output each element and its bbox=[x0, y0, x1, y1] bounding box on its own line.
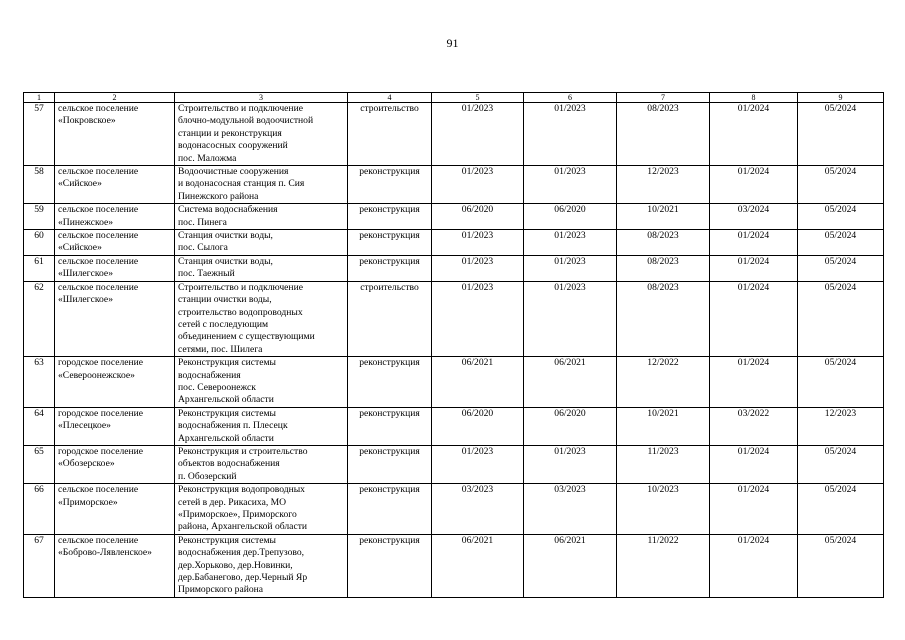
date-cell-6: 01/2023 bbox=[524, 166, 617, 204]
date-cell-6: 01/2023 bbox=[524, 255, 617, 281]
settlement-cell bbox=[55, 255, 175, 281]
work-type-cell: реконструкция bbox=[348, 230, 432, 256]
settlement-cell-line: «Сийское» bbox=[58, 242, 102, 254]
object-cell-line: водоснабжения дер.Трепузово, bbox=[178, 547, 305, 559]
column-number-row bbox=[24, 93, 884, 103]
settlement-cell-line: сельское поселение bbox=[58, 166, 139, 178]
settlement-cell-line: «Покровское» bbox=[58, 115, 116, 127]
table-row bbox=[24, 281, 884, 356]
date-cell-8: 01/2024 bbox=[710, 534, 798, 597]
settlement-cell-line: городское поселение bbox=[58, 407, 144, 419]
object-cell-line: Пинежского района bbox=[178, 190, 259, 202]
column-header: 9 bbox=[798, 93, 884, 103]
row-number-cell: 67 bbox=[24, 534, 55, 597]
settlement-cell bbox=[55, 281, 175, 356]
object-cell-line: пос. Таежный bbox=[178, 268, 235, 280]
date-cell-9: 05/2024 bbox=[798, 281, 884, 356]
settlement-cell-line: «Североонежское» bbox=[58, 369, 135, 381]
object-cell bbox=[175, 230, 348, 256]
date-cell-5: 01/2023 bbox=[432, 281, 524, 356]
row-number-cell: 65 bbox=[24, 445, 55, 483]
table-row bbox=[24, 166, 884, 204]
date-cell-6: 01/2023 bbox=[524, 281, 617, 356]
object-cell-line: района, Архангельской области bbox=[178, 521, 308, 533]
date-cell-7: 10/2021 bbox=[617, 204, 710, 230]
column-header: 6 bbox=[524, 93, 617, 103]
object-cell-line: водоснабжения bbox=[178, 369, 241, 381]
object-cell-line: «Приморское», Приморского bbox=[178, 509, 297, 520]
object-cell-line: Реконструкция системы bbox=[178, 407, 276, 419]
table-row bbox=[24, 103, 884, 166]
object-cell-line: Реконструкция системы bbox=[178, 534, 276, 546]
date-cell-6: 01/2023 bbox=[524, 445, 617, 483]
date-cell-9: 05/2024 bbox=[798, 204, 884, 230]
object-cell-line: Архангельской области bbox=[178, 394, 274, 406]
object-cell-line: дер.Бабанегово, дер.Черный Яр bbox=[178, 572, 308, 584]
date-cell-8: 01/2024 bbox=[710, 281, 798, 356]
column-header: 4 bbox=[348, 93, 432, 103]
date-cell-6: 06/2020 bbox=[524, 407, 617, 445]
date-cell-7: 10/2023 bbox=[617, 484, 710, 535]
object-cell-line: Станция очистки воды, bbox=[178, 230, 273, 242]
date-cell-8: 01/2024 bbox=[710, 255, 798, 281]
object-cell-line: Реконструкция системы bbox=[178, 357, 276, 369]
object-cell-line: объединением с существующими bbox=[178, 331, 315, 343]
work-type-cell: реконструкция bbox=[348, 166, 432, 204]
object-cell-line: Система водоснабжения bbox=[178, 204, 278, 216]
object-cell-line: блочно-модульной водоочистной bbox=[178, 115, 314, 127]
date-cell-5: 01/2023 bbox=[432, 255, 524, 281]
settlement-cell bbox=[55, 407, 175, 445]
table-row bbox=[24, 445, 884, 483]
object-cell-line: пос. Пинега bbox=[178, 216, 227, 228]
settlement-cell-line: «Плесецкое» bbox=[58, 420, 111, 432]
object-cell-line: строительство водопроводных bbox=[178, 306, 303, 318]
date-cell-6: 01/2023 bbox=[524, 103, 617, 166]
date-cell-5: 06/2021 bbox=[432, 534, 524, 597]
date-cell-9: 05/2024 bbox=[798, 166, 884, 204]
date-cell-8: 01/2024 bbox=[710, 445, 798, 483]
settlement-cell-line: «Шилегское» bbox=[58, 268, 113, 280]
date-cell-5: 03/2023 bbox=[432, 484, 524, 535]
settlement-cell-line: «Приморское» bbox=[58, 496, 118, 508]
object-cell-line: и водонасосная станция п. Сия bbox=[178, 178, 305, 190]
date-cell-8: 03/2024 bbox=[710, 204, 798, 230]
date-cell-5: 01/2023 bbox=[432, 166, 524, 204]
settlement-cell bbox=[55, 230, 175, 256]
object-cell-line: Водоочистные сооружения bbox=[178, 166, 289, 178]
date-cell-6: 01/2023 bbox=[524, 230, 617, 256]
object-cell-line: объектов водоснабжения bbox=[178, 458, 280, 470]
settlement-cell-line: городское поселение bbox=[58, 445, 144, 457]
object-cell bbox=[175, 103, 348, 166]
date-cell-8: 01/2024 bbox=[710, 357, 798, 408]
work-type-cell: реконструкция bbox=[348, 534, 432, 597]
page-number: 91 bbox=[446, 36, 459, 50]
settlement-cell-line: сельское поселение bbox=[58, 281, 139, 293]
table-row bbox=[24, 357, 884, 408]
date-cell-9: 05/2024 bbox=[798, 534, 884, 597]
table-row bbox=[24, 484, 884, 535]
column-header: 8 bbox=[710, 93, 798, 103]
object-cell-line: сетей с последующим bbox=[178, 318, 269, 330]
date-cell-6: 03/2023 bbox=[524, 484, 617, 535]
date-cell-8: 01/2024 bbox=[710, 103, 798, 166]
table-row bbox=[24, 255, 884, 281]
column-header: 2 bbox=[55, 93, 175, 103]
date-cell-9: 05/2024 bbox=[798, 255, 884, 281]
column-header: 7 bbox=[617, 93, 710, 103]
object-cell-line: Строительство и подключение bbox=[178, 103, 303, 114]
object-cell-line: сетями, пос. Шилега bbox=[178, 343, 263, 355]
date-cell-7: 08/2023 bbox=[617, 230, 710, 256]
settlement-cell-line: сельское поселение bbox=[58, 204, 139, 216]
work-type-cell: реконструкция bbox=[348, 484, 432, 535]
date-cell-8: 01/2024 bbox=[710, 166, 798, 204]
row-number-cell: 59 bbox=[24, 204, 55, 230]
date-cell-7: 12/2022 bbox=[617, 357, 710, 408]
date-cell-7: 11/2022 bbox=[617, 534, 710, 597]
settlement-cell-line: сельское поселение bbox=[58, 484, 139, 496]
row-number-cell: 62 bbox=[24, 281, 55, 356]
work-type-cell: реконструкция bbox=[348, 407, 432, 445]
object-cell bbox=[175, 204, 348, 230]
date-cell-7: 08/2023 bbox=[617, 255, 710, 281]
date-cell-5: 06/2020 bbox=[432, 204, 524, 230]
table-row bbox=[24, 534, 884, 597]
date-cell-6: 06/2020 bbox=[524, 204, 617, 230]
date-cell-9: 05/2024 bbox=[798, 103, 884, 166]
object-cell-line: Приморского района bbox=[178, 584, 264, 596]
settlement-cell-line: «Боброво-Лявленское» bbox=[58, 547, 152, 559]
object-cell-line: водоснабжения п. Плесецк bbox=[178, 420, 288, 432]
object-cell bbox=[175, 407, 348, 445]
date-cell-7: 10/2021 bbox=[617, 407, 710, 445]
object-cell-line: Реконструкция водопроводных bbox=[178, 484, 305, 496]
settlement-cell-line: «Шилегское» bbox=[58, 294, 113, 306]
date-cell-5: 01/2023 bbox=[432, 230, 524, 256]
row-number-cell: 58 bbox=[24, 166, 55, 204]
object-cell-line: пос. Сылога bbox=[178, 242, 228, 254]
object-cell bbox=[175, 357, 348, 408]
settlement-cell bbox=[55, 166, 175, 204]
date-cell-5: 06/2020 bbox=[432, 407, 524, 445]
date-cell-9: 12/2023 bbox=[798, 407, 884, 445]
settlement-cell-line: «Обозерское» bbox=[58, 458, 115, 470]
object-cell-line: станции и реконструкция bbox=[178, 127, 282, 139]
settlement-cell bbox=[55, 103, 175, 166]
object-cell-line: дер.Хорьково, дер.Новинки, bbox=[178, 559, 293, 571]
row-number-cell: 63 bbox=[24, 357, 55, 408]
object-cell bbox=[175, 255, 348, 281]
settlement-cell-line: сельское поселение bbox=[58, 534, 139, 546]
settlement-cell-line: городское поселение bbox=[58, 357, 144, 369]
row-number-cell: 64 bbox=[24, 407, 55, 445]
table-body bbox=[24, 93, 884, 598]
object-cell-line: Станция очистки воды, bbox=[178, 255, 273, 267]
settlement-cell-line: «Сийское» bbox=[58, 178, 102, 190]
settlement-cell-line: сельское поселение bbox=[58, 230, 139, 242]
settlement-cell bbox=[55, 484, 175, 535]
object-cell-line: Реконструкция и строительство bbox=[178, 445, 308, 457]
object-cell-line: п. Обозерский bbox=[178, 470, 237, 482]
work-type-cell: реконструкция bbox=[348, 357, 432, 408]
settlement-cell bbox=[55, 357, 175, 408]
work-type-cell: строительство bbox=[348, 103, 432, 166]
object-cell bbox=[175, 534, 348, 597]
row-number-cell: 66 bbox=[24, 484, 55, 535]
date-cell-7: 08/2023 bbox=[617, 103, 710, 166]
date-cell-5: 06/2021 bbox=[432, 357, 524, 408]
settlement-cell bbox=[55, 534, 175, 597]
object-cell-line: сетей в дер. Рикасиха, МО bbox=[178, 496, 287, 508]
object-cell-line: водонасосных сооружений bbox=[178, 140, 288, 152]
date-cell-6: 06/2021 bbox=[524, 357, 617, 408]
object-cell-line: пос. Маложма bbox=[178, 152, 237, 164]
object-cell bbox=[175, 484, 348, 535]
object-cell bbox=[175, 281, 348, 356]
date-cell-5: 01/2023 bbox=[432, 445, 524, 483]
table-row bbox=[24, 204, 884, 230]
object-cell-line: пос. Североонежск bbox=[178, 381, 256, 393]
object-cell-line: станции очистки воды, bbox=[178, 294, 272, 306]
object-cell-line: Архангельской области bbox=[178, 432, 274, 444]
work-type-cell: строительство bbox=[348, 281, 432, 356]
settlement-cell-line: сельское поселение bbox=[58, 103, 139, 114]
date-cell-9: 05/2024 bbox=[798, 230, 884, 256]
date-cell-7: 12/2023 bbox=[617, 166, 710, 204]
object-cell bbox=[175, 445, 348, 483]
date-cell-7: 11/2023 bbox=[617, 445, 710, 483]
date-cell-8: 01/2024 bbox=[710, 484, 798, 535]
work-type-cell: реконструкция bbox=[348, 255, 432, 281]
table-row bbox=[24, 407, 884, 445]
date-cell-8: 03/2022 bbox=[710, 407, 798, 445]
work-type-cell: реконструкция bbox=[348, 445, 432, 483]
object-cell-line: Строительство и подключение bbox=[178, 281, 303, 293]
settlement-cell-line: сельское поселение bbox=[58, 255, 139, 267]
table-row bbox=[24, 230, 884, 256]
date-cell-7: 08/2023 bbox=[617, 281, 710, 356]
settlement-cell bbox=[55, 204, 175, 230]
settlement-cell-line: «Пинежское» bbox=[58, 216, 114, 228]
date-cell-5: 01/2023 bbox=[432, 103, 524, 166]
date-cell-6: 06/2021 bbox=[524, 534, 617, 597]
column-header: 1 bbox=[24, 93, 55, 103]
date-cell-8: 01/2024 bbox=[710, 230, 798, 256]
date-cell-9: 05/2024 bbox=[798, 484, 884, 535]
row-number-cell: 60 bbox=[24, 230, 55, 256]
date-cell-9: 05/2024 bbox=[798, 357, 884, 408]
object-cell bbox=[175, 166, 348, 204]
date-cell-9: 05/2024 bbox=[798, 445, 884, 483]
row-number-cell: 57 bbox=[24, 103, 55, 166]
work-type-cell: реконструкция bbox=[348, 204, 432, 230]
settlement-cell bbox=[55, 445, 175, 483]
row-number-cell: 61 bbox=[24, 255, 55, 281]
column-header: 5 bbox=[432, 93, 524, 103]
projects-table bbox=[23, 92, 884, 598]
column-header: 3 bbox=[175, 93, 348, 103]
